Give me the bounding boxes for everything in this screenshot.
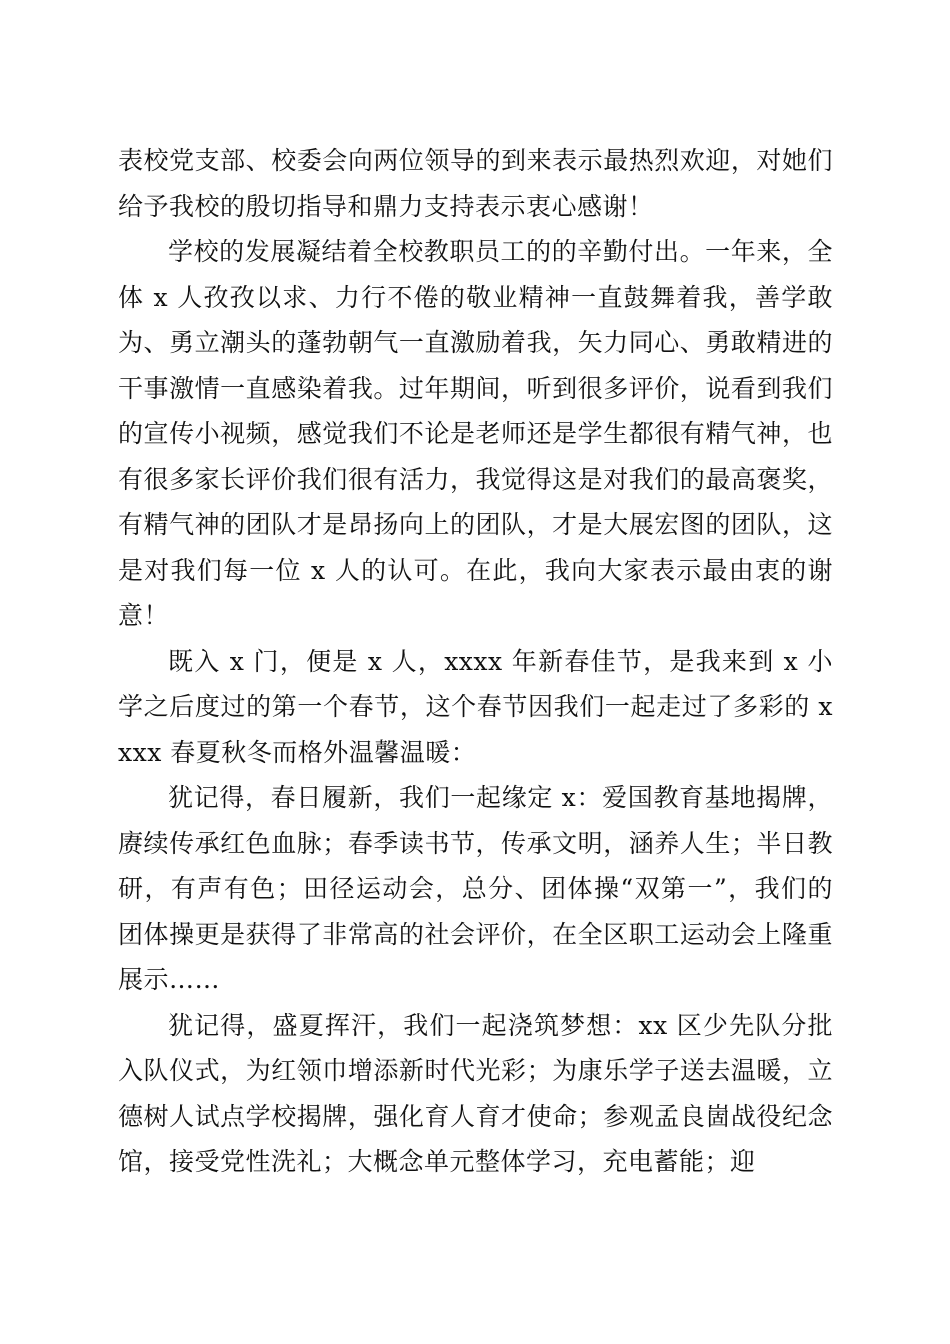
paragraph-summer-memories: 犹记得，盛夏挥汗，我们一起浇筑梦想：xx 区少先队分批入队仪式，为红领巾增添新时代光彩；为康乐学子送去温暖，立德树人试点学校揭牌，强化育人育才使命；参观孟良崮战役纪念馆，接受党性洗礼；大概念单元整体学习，充电蓄能；迎 — [118, 1010, 833, 1176]
document-body — [118, 138, 833, 1185]
paragraph-staff-appreciation: 学校的发展凝结着全校教职员工的的辛勤付出。一年来，全体 x 人孜孜以求、力行不倦的敬业精神一直鼓舞着我，善学敢为、勇立潮头的蓬勃朝气一直激励着我，矢力同心、勇敢精进的干事激情一直感染着我。过年期间，听到很多评价，说看到我们的宣传小视频，感觉我们不论是老师还是学生都很有精气神，也有很多家长评价我们很有活力，我觉得这是对我们的最高褒奖，有精气神的团队才是昂扬向上的团队，才是大展宏图的团队，这是对我们每一位 x 人的认可。在此，我向大家表示最由衷的谢意！ — [118, 237, 833, 630]
paragraph-spring-memories: 犹记得，春日履新，我们一起缘定 x：爱国教育基地揭牌，赓续传承红色血脉；春季读书节，传承文明，涵养人生；半日教研，有声有色；田径运动会，总分、团体操“双第一”，我们的团体操更是获得了非常高的社会评价，在全区职工运动会上隆重展示…… — [118, 783, 833, 994]
paragraph-thanks-leaders: 表校党支部、校委会向两位领导的到来表示最热烈欢迎，对她们给予我校的殷切指导和鼎力支持表示衷心感谢！ — [118, 146, 833, 221]
paragraph-spring-festival: 既入 x 门，便是 x 人，xxxx 年新春佳节，是我来到 x 小学之后度过的第一个春节，这个春节因我们一起走过了多彩的 xxxx 春夏秋冬而格外温馨温暖： — [118, 646, 833, 767]
